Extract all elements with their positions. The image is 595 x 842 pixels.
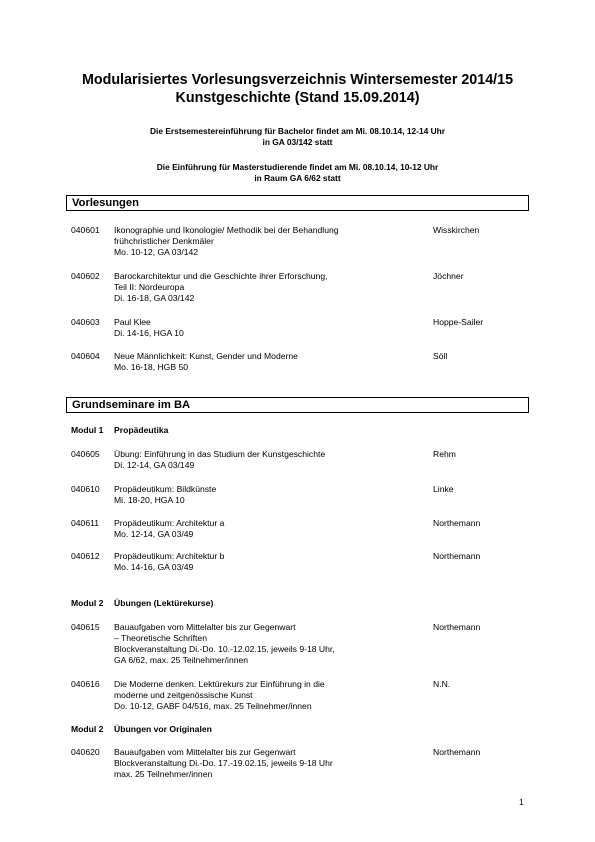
course-description-line: Übung: Einführung in das Studium der Kunstgeschichte — [114, 449, 326, 459]
course-description-line: Paul Klee — [114, 317, 151, 327]
course-description-line: – Theoretische Schriften — [114, 633, 207, 643]
course-description-line: Mo. 10-12, GA 03/142 — [114, 247, 199, 257]
course-number: 040610 — [71, 484, 100, 494]
course-description-line: GA 6/62, max. 25 Teilnehmer/innen — [114, 655, 249, 665]
course-description — [114, 225, 424, 258]
course-number: 040615 — [71, 622, 100, 632]
course-description-line: Die Moderne denken. Lektürekurs zur Einführung in die — [114, 679, 325, 689]
module-name: Propädeutika — [114, 425, 169, 435]
course-description-line: Propädeutikum: Architektur b — [114, 551, 225, 561]
course-lecturer: Jöchner — [433, 271, 464, 281]
course-description — [114, 484, 424, 506]
module-label: Modul 2 — [71, 724, 104, 734]
module-name: Übungen vor Originalen — [114, 724, 212, 734]
course-description-line: frühchristlicher Denkmäler — [114, 236, 214, 246]
course-description-line: Mo. 12-14, GA 03/49 — [114, 529, 194, 539]
page-number: 1 — [519, 797, 524, 807]
course-description-line: Blockveranstaltung Di.-Do. 17.-19.02.15, jeweils 9-18 Uhr — [114, 758, 333, 768]
section-heading-vorlesungen: Vorlesungen — [66, 195, 529, 211]
course-description-line: Mo. 16-18, HGB 50 — [114, 362, 189, 372]
course-lecturer: N.N. — [433, 679, 451, 689]
course-description-line: Blockveranstaltung Di.-Do. 10.-12.02.15, jeweils 9-18 Uhr, — [114, 644, 335, 654]
course-description — [114, 351, 424, 373]
master-intro-note — [0, 162, 595, 184]
course-number: 040605 — [71, 449, 100, 459]
course-lecturer: Söll — [433, 351, 448, 361]
course-lecturer: Rehm — [433, 449, 456, 459]
course-number: 040602 — [71, 271, 100, 281]
note-line: Die Einführung für Masterstudierende findet am Mi. 08.10.14, 10-12 Uhr — [156, 162, 439, 172]
section-heading-grundseminare: Grundseminare im BA — [66, 397, 529, 413]
course-description-line: Di. 14-16, HGA 10 — [114, 328, 184, 338]
course-lecturer: Northemann — [433, 622, 481, 632]
course-description-line: Di. 12-14, GA 03/149 — [114, 460, 195, 470]
course-lecturer: Hoppe-Sailer — [433, 317, 484, 327]
course-number: 040620 — [71, 747, 100, 757]
course-lecturer: Wisskirchen — [433, 225, 480, 235]
course-lecturer: Northemann — [433, 747, 481, 757]
course-number: 040601 — [71, 225, 100, 235]
course-description — [114, 622, 424, 666]
course-description-line: Barockarchitektur und die Geschichte ihrer Erforschung, — [114, 271, 328, 281]
course-description-line: Propädeutikum: Architektur a — [114, 518, 225, 528]
course-description-line: Mi. 18-20, HGA 10 — [114, 495, 185, 505]
note-line: Die Erstsemestereinführung für Bachelor findet am Mi. 08.10.14, 12-14 Uhr — [149, 126, 446, 136]
course-description — [114, 317, 424, 339]
course-description — [114, 449, 424, 471]
module-name: Übungen (Lektürekurse) — [114, 598, 214, 608]
document-title — [0, 71, 595, 107]
course-description-line: max. 25 Teilnehmer/innen — [114, 769, 213, 779]
module-label: Modul 1 — [71, 425, 104, 435]
course-description-line: Bauaufgaben vom Mittelalter bis zur Gegenwart — [114, 747, 296, 757]
course-number: 040616 — [71, 679, 100, 689]
module-heading — [71, 724, 212, 735]
course-number: 040603 — [71, 317, 100, 327]
course-description — [114, 271, 424, 304]
title-line-1: Modularisiertes Vorlesungsverzeichnis Wintersemester 2014/15 — [81, 72, 514, 88]
course-description-line: moderne und zeitgenössische Kunst — [114, 690, 253, 700]
course-description — [114, 518, 424, 540]
module-heading — [71, 598, 214, 609]
course-description — [114, 551, 424, 573]
course-description-line: Ikonographie und Ikonologie/ Methodik bei der Behandlung — [114, 225, 339, 235]
module-heading — [71, 425, 169, 436]
course-lecturer: Linke — [433, 484, 454, 494]
note-line: in Raum GA 6/62 statt — [254, 173, 341, 183]
course-lecturer: Northemann — [433, 518, 481, 528]
course-description — [114, 747, 424, 780]
course-description-line: Mo. 14-16, GA 03/49 — [114, 562, 194, 572]
course-description-line: Neue Männlichkeit: Kunst, Gender und Moderne — [114, 351, 298, 361]
course-description-line: Teil II: Nordeuropa — [114, 282, 185, 292]
course-lecturer: Northemann — [433, 551, 481, 561]
module-label: Modul 2 — [71, 598, 104, 608]
course-number: 040604 — [71, 351, 100, 361]
course-description-line: Do. 10-12, GABF 04/516, max. 25 Teilnehmer/innen — [114, 701, 312, 711]
title-line-2: Kunstgeschichte (Stand 15.09.2014) — [175, 90, 420, 106]
course-description-line: Propädeutikum: Bildkünste — [114, 484, 217, 494]
course-number: 040611 — [71, 518, 100, 528]
bachelor-intro-note — [0, 126, 595, 148]
course-description — [114, 679, 424, 712]
course-description-line: Bauaufgaben vom Mittelalter bis zur Gegenwart — [114, 622, 296, 632]
course-number: 040612 — [71, 551, 100, 561]
note-line: in GA 03/142 statt — [262, 137, 333, 147]
course-description-line: Di. 16-18, GA 03/142 — [114, 293, 195, 303]
